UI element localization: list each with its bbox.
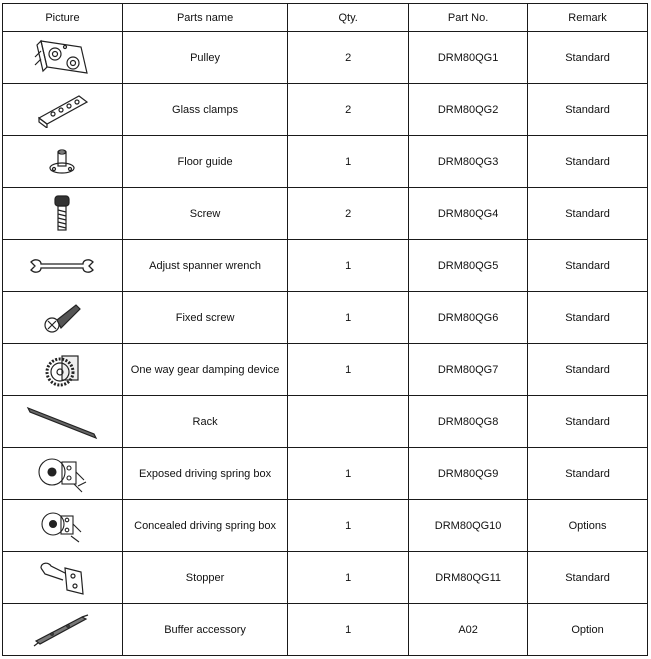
table-row [3,396,648,448]
header-parts-name: Parts name [122,4,287,32]
gear-damper-icon [42,350,82,390]
part-remark: Standard [528,240,648,292]
part-name: Rack [122,396,287,448]
part-qty: 1 [288,604,409,656]
part-qty: 2 [288,84,409,136]
part-remark: Standard [528,32,648,84]
header-part-no: Part No. [409,4,528,32]
table-row [3,604,648,656]
table-row [3,344,648,396]
picture-cell [3,188,123,240]
part-qty: 1 [288,500,409,552]
rack-icon [24,404,100,440]
part-number: DRM80QG7 [409,344,528,396]
picture-cell [3,292,123,344]
glass-clamp-icon [31,92,93,128]
part-name: One way gear damping device [122,344,287,396]
spanner-wrench-icon [27,256,97,276]
part-number: DRM80QG11 [409,552,528,604]
part-name: Stopper [122,552,287,604]
part-qty: 1 [288,292,409,344]
picture-cell [3,500,123,552]
part-number: DRM80QG3 [409,136,528,188]
table-row [3,500,648,552]
part-name: Buffer accessory [122,604,287,656]
part-name: Screw [122,188,287,240]
part-number: DRM80QG5 [409,240,528,292]
table-row [3,292,648,344]
part-qty: 2 [288,188,409,240]
part-qty: 2 [288,32,409,84]
part-number: DRM80QG2 [409,84,528,136]
part-remark: Option [528,604,648,656]
spring-box-icon [34,452,90,496]
part-remark: Standard [528,396,648,448]
picture-cell [3,396,123,448]
picture-cell [3,32,123,84]
part-qty [288,396,409,448]
part-name: Concealed driving spring box [122,500,287,552]
table-row [3,188,648,240]
floor-guide-icon [46,148,78,176]
part-remark: Standard [528,84,648,136]
table-row [3,136,648,188]
part-qty: 1 [288,136,409,188]
table-header-row [3,4,648,32]
part-remark: Options [528,500,648,552]
header-qty: Qty. [288,4,409,32]
part-number: DRM80QG9 [409,448,528,500]
table-row [3,240,648,292]
part-remark: Standard [528,552,648,604]
part-number: DRM80QG8 [409,396,528,448]
parts-table [2,3,648,656]
stopper-icon [37,558,87,598]
part-qty: 1 [288,344,409,396]
table-row [3,32,648,84]
picture-cell [3,84,123,136]
part-name: Pulley [122,32,287,84]
part-number: DRM80QG6 [409,292,528,344]
part-name: Exposed driving spring box [122,448,287,500]
header-remark: Remark [528,4,648,32]
part-name: Glass clamps [122,84,287,136]
part-number: DRM80QG4 [409,188,528,240]
pulley-icon [31,37,93,79]
screw-icon [52,194,72,234]
table-row [3,552,648,604]
concealed-spring-box-icon [37,506,87,546]
part-number: DRM80QG1 [409,32,528,84]
picture-cell [3,344,123,396]
part-number: A02 [409,604,528,656]
picture-cell [3,240,123,292]
part-qty: 1 [288,240,409,292]
part-name: Adjust spanner wrench [122,240,287,292]
part-remark: Standard [528,188,648,240]
part-remark: Standard [528,344,648,396]
table-row [3,448,648,500]
part-remark: Standard [528,292,648,344]
header-picture: Picture [3,4,123,32]
buffer-accessory-icon [32,613,92,647]
part-number: DRM80QG10 [409,500,528,552]
part-name: Floor guide [122,136,287,188]
picture-cell [3,448,123,500]
picture-cell [3,136,123,188]
part-name: Fixed screw [122,292,287,344]
picture-cell [3,604,123,656]
table-row [3,84,648,136]
fixed-screw-icon [42,301,82,335]
part-remark: Standard [528,136,648,188]
part-qty: 1 [288,448,409,500]
part-qty: 1 [288,552,409,604]
part-remark: Standard [528,448,648,500]
picture-cell [3,552,123,604]
